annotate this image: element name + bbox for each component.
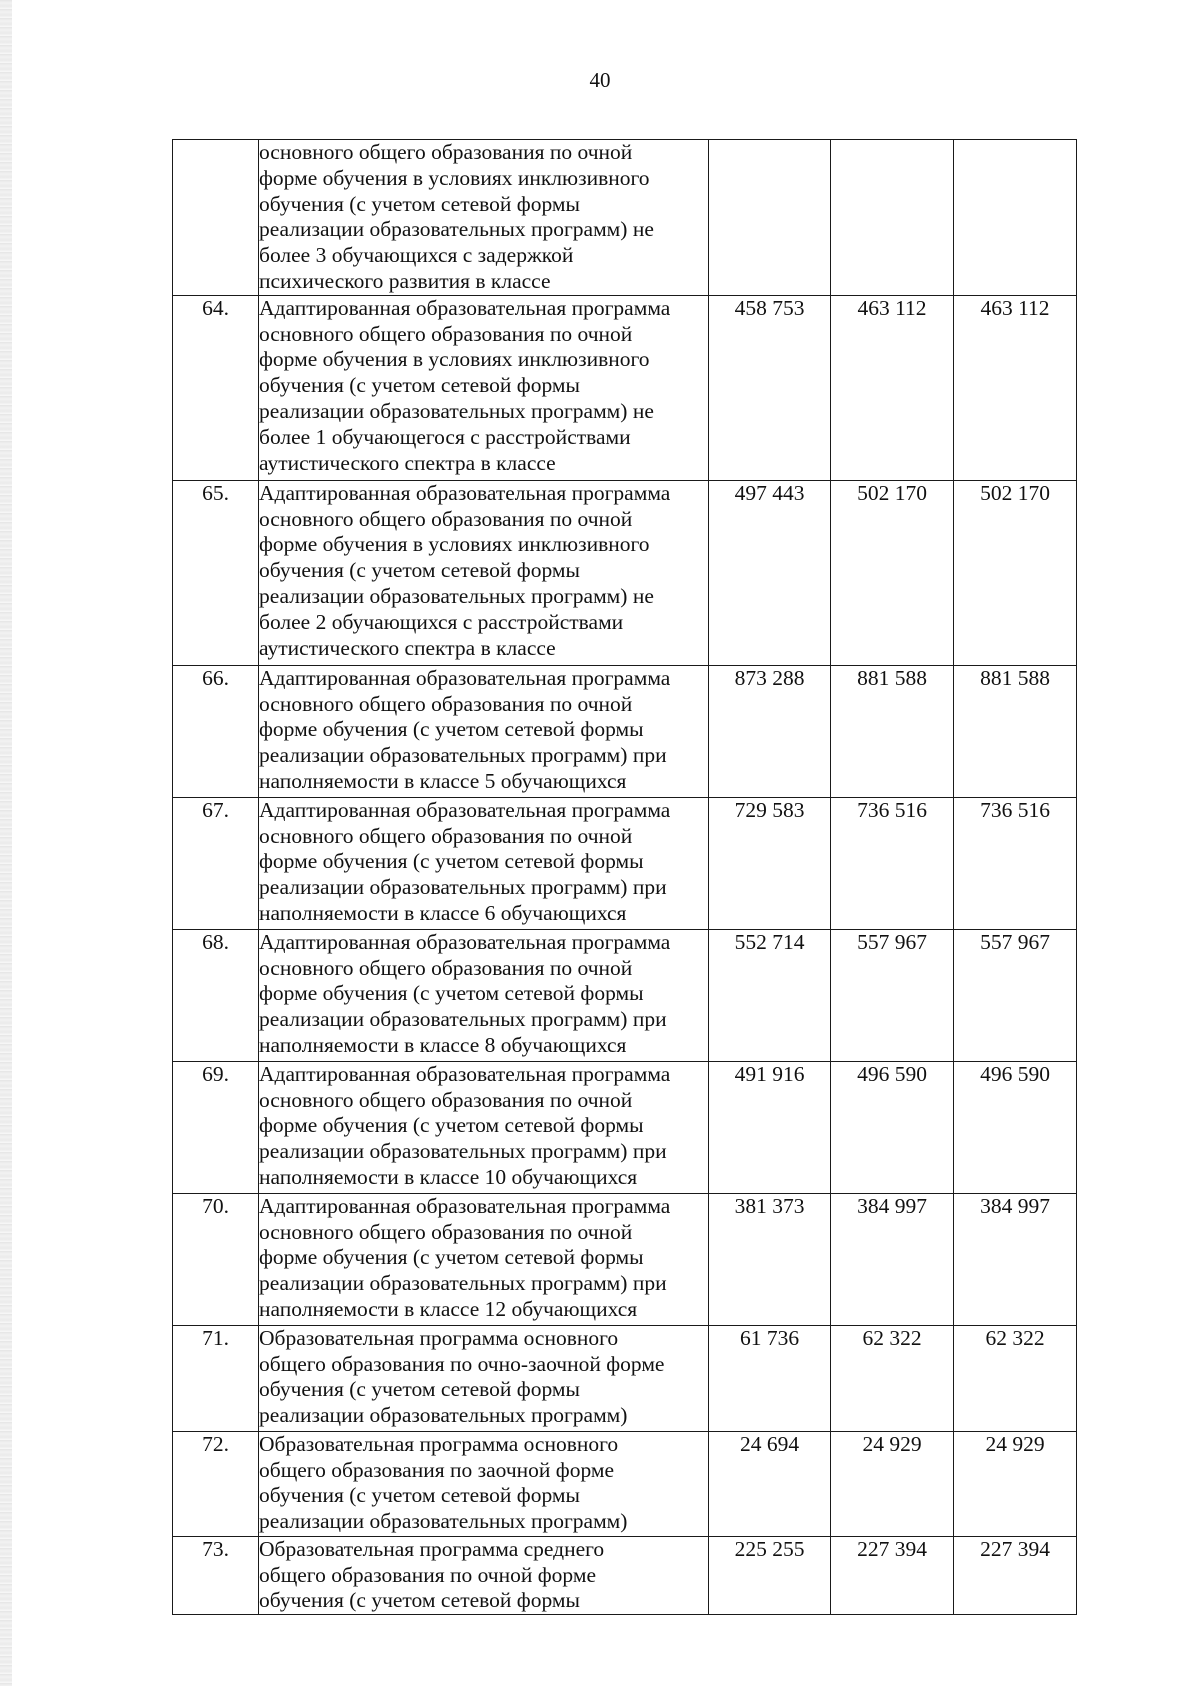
- row-number: 66.: [173, 665, 259, 797]
- value-col-3: 881 588: [954, 665, 1077, 797]
- value-col-3: 227 394: [954, 1536, 1077, 1614]
- value-col-3: 557 967: [954, 929, 1077, 1061]
- value-col-2: 881 588: [831, 665, 954, 797]
- scan-edge-artifact: [0, 0, 12, 1686]
- table-row: [173, 1431, 1077, 1536]
- program-description: Адаптированная образовательная программа основного общего образования по очной форме обучения (с учетом сетевой формы реализации образовательных программ) при наполняемости в классе 6 обучающихся: [259, 797, 709, 929]
- table-row: [173, 1325, 1077, 1431]
- row-number: 67.: [173, 797, 259, 929]
- value-col-1: 491 916: [709, 1061, 831, 1193]
- value-col-2: 463 112: [831, 295, 954, 480]
- row-number: 73.: [173, 1536, 259, 1614]
- value-col-2: 62 322: [831, 1325, 954, 1431]
- value-col-2: 496 590: [831, 1061, 954, 1193]
- program-description: Адаптированная образовательная программа основного общего образования по очной форме обучения (с учетом сетевой формы реализации образовательных программ) при наполняемости в классе 8 обучающихся: [259, 929, 709, 1061]
- program-description: Образовательная программа основного общего образования по заочной форме обучения (с учетом сетевой формы реализации образовательных программ): [259, 1431, 709, 1536]
- value-col-3: 736 516: [954, 797, 1077, 929]
- value-col-1: [709, 140, 831, 296]
- program-description: Адаптированная образовательная программа основного общего образования по очной форме обучения (с учетом сетевой формы реализации образовательных программ) при наполняемости в классе 5 обучающихся: [259, 665, 709, 797]
- table-row: [173, 1061, 1077, 1193]
- row-number: 65.: [173, 480, 259, 665]
- value-col-3: 496 590: [954, 1061, 1077, 1193]
- value-col-2: [831, 140, 954, 296]
- table-row: [173, 797, 1077, 929]
- value-col-2: 557 967: [831, 929, 954, 1061]
- tariff-table: [172, 139, 1077, 1615]
- row-number: 64.: [173, 295, 259, 480]
- value-col-3: 463 112: [954, 295, 1077, 480]
- program-description: Образовательная программа среднего общего образования по очной форме обучения (с учетом сетевой формы: [259, 1536, 709, 1614]
- value-col-2: 24 929: [831, 1431, 954, 1536]
- value-col-3: 62 322: [954, 1325, 1077, 1431]
- value-col-1: 873 288: [709, 665, 831, 797]
- row-number: [173, 140, 259, 296]
- value-col-1: 552 714: [709, 929, 831, 1061]
- row-number: 72.: [173, 1431, 259, 1536]
- row-number: 70.: [173, 1193, 259, 1325]
- program-description: основного общего образования по очной форме обучения в условиях инклюзивного обучения (с учетом сетевой формы реализации образовательных программ) не более 3 обучающихся с задержкой психического развития в классе: [259, 140, 709, 296]
- table-row: [173, 929, 1077, 1061]
- value-col-2: 502 170: [831, 480, 954, 665]
- table-row: [173, 1536, 1077, 1614]
- table-row: [173, 140, 1077, 296]
- value-col-3: 24 929: [954, 1431, 1077, 1536]
- program-description: Адаптированная образовательная программа основного общего образования по очной форме обучения (с учетом сетевой формы реализации образовательных программ) при наполняемости в классе 10 обучающихся: [259, 1061, 709, 1193]
- program-description: Адаптированная образовательная программа основного общего образования по очной форме обучения (с учетом сетевой формы реализации образовательных программ) при наполняемости в классе 12 обучающихся: [259, 1193, 709, 1325]
- row-number: 69.: [173, 1061, 259, 1193]
- table-row: [173, 295, 1077, 480]
- value-col-3: 502 170: [954, 480, 1077, 665]
- value-col-1: 458 753: [709, 295, 831, 480]
- program-description: Адаптированная образовательная программа основного общего образования по очной форме обучения в условиях инклюзивного обучения (с учетом сетевой формы реализации образовательных программ) не более 1 обучающегося с расстройствами аутистического спектра в классе: [259, 295, 709, 480]
- value-col-1: 381 373: [709, 1193, 831, 1325]
- table-row: [173, 665, 1077, 797]
- page-number: 40: [589, 68, 611, 92]
- value-col-2: 384 997: [831, 1193, 954, 1325]
- value-col-1: 24 694: [709, 1431, 831, 1536]
- row-number: 68.: [173, 929, 259, 1061]
- value-col-3: 384 997: [954, 1193, 1077, 1325]
- program-description: Адаптированная образовательная программа основного общего образования по очной форме обучения в условиях инклюзивного обучения (с учетом сетевой формы реализации образовательных программ) не более 2 обучающихся с расстройствами аутистического спектра в классе: [259, 480, 709, 665]
- value-col-3: [954, 140, 1077, 296]
- table-row: [173, 480, 1077, 665]
- value-col-1: 497 443: [709, 480, 831, 665]
- program-description: Образовательная программа основного общего образования по очно-заочной форме обучения (с учетом сетевой формы реализации образовательных программ): [259, 1325, 709, 1431]
- value-col-1: 729 583: [709, 797, 831, 929]
- row-number: 71.: [173, 1325, 259, 1431]
- value-col-2: 227 394: [831, 1536, 954, 1614]
- value-col-2: 736 516: [831, 797, 954, 929]
- value-col-1: 61 736: [709, 1325, 831, 1431]
- value-col-1: 225 255: [709, 1536, 831, 1614]
- table-row: [173, 1193, 1077, 1325]
